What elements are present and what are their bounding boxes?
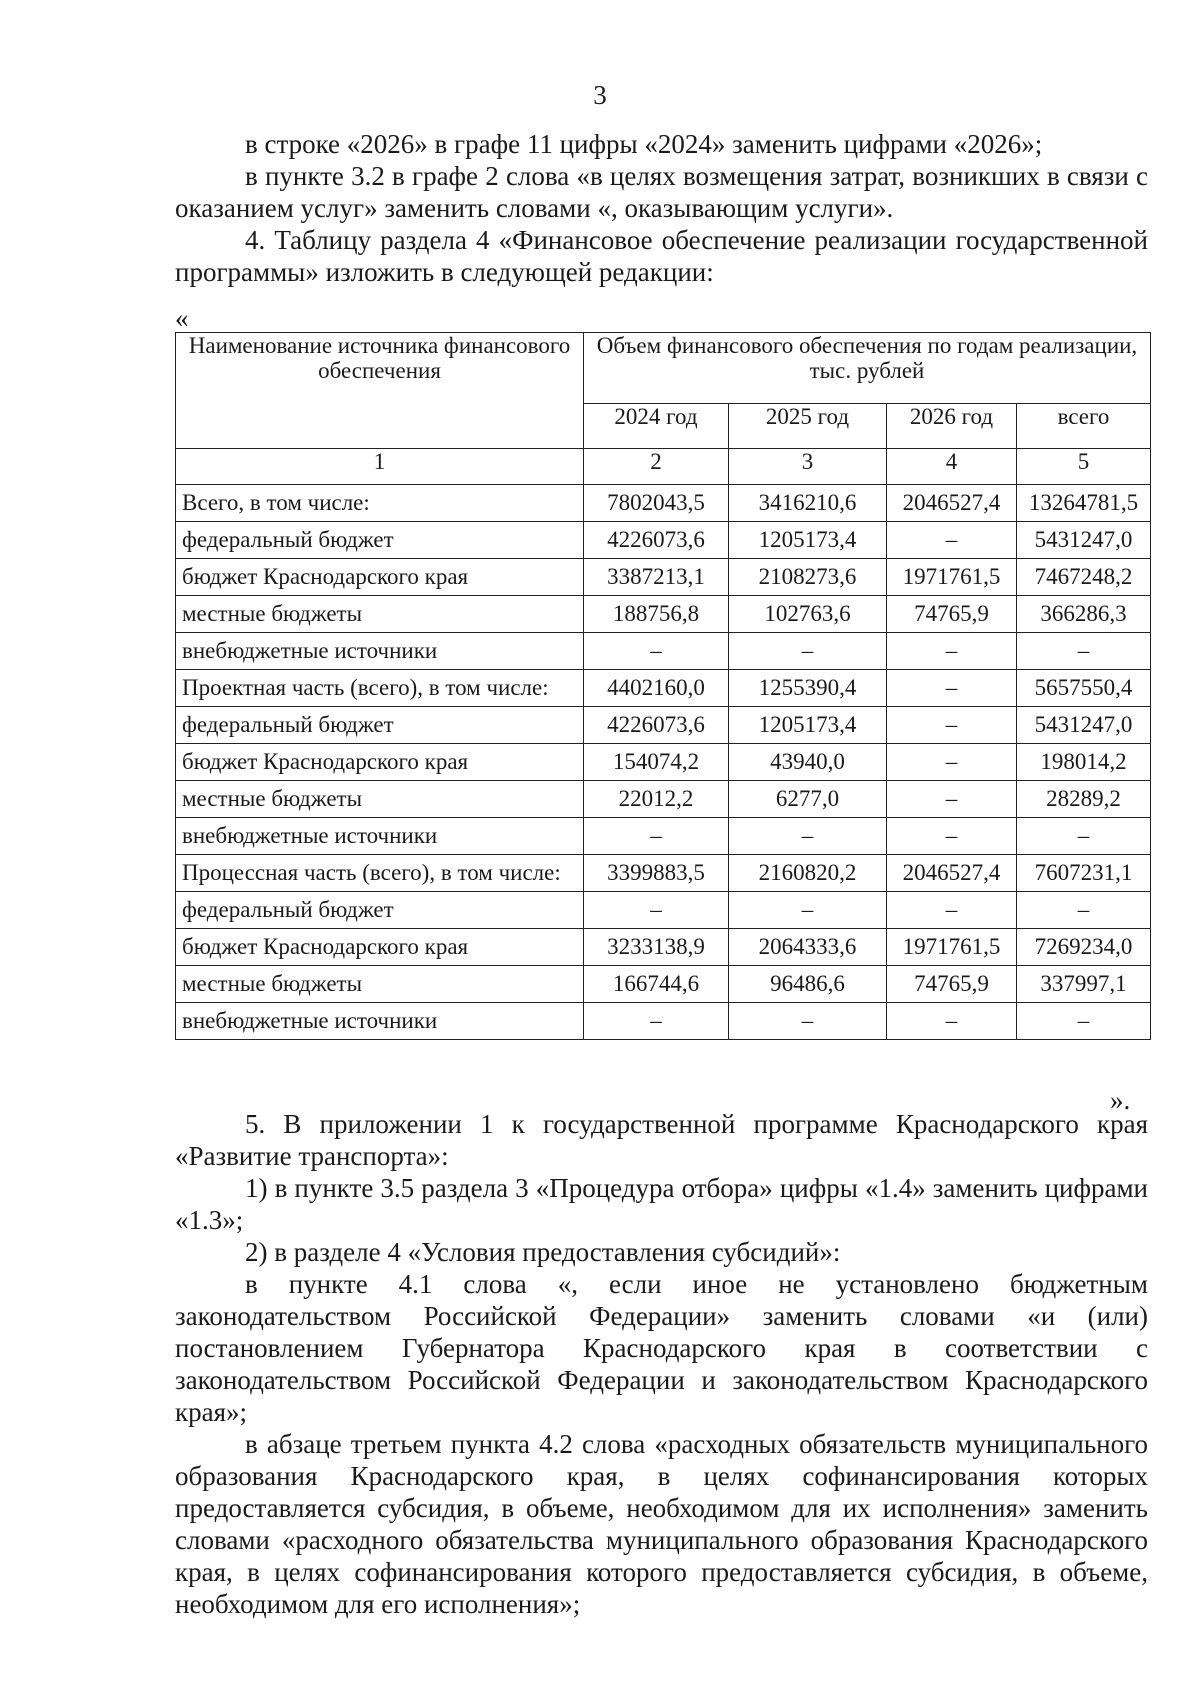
cell-total: 7467248,2 xyxy=(1017,559,1151,596)
cell-2026: – xyxy=(887,670,1017,707)
header-year-2026: 2026 год xyxy=(887,404,1017,449)
cell-2024: 3387213,1 xyxy=(584,559,729,596)
cell-total: 7269234,0 xyxy=(1017,929,1151,966)
table-row xyxy=(176,966,1151,1003)
table-row xyxy=(176,633,1151,670)
cell-2024: 4226073,6 xyxy=(584,707,729,744)
paragraph-4-1: в пункте 4.1 слова «, если иное не установлено бюджетным законодательством Российской Федерации» заменить словами «и (или) постановлением Губернатора Краснодарского края в соответствии с законодательством Российской Федерации и законодательством Краснодарского края»; xyxy=(175,1269,1148,1427)
column-number: 1 xyxy=(176,449,584,485)
row-name: местные бюджеты xyxy=(176,596,584,633)
cell-2025: 2108273,6 xyxy=(729,559,887,596)
cell-2025: – xyxy=(729,633,887,670)
column-number: 3 xyxy=(729,449,887,485)
cell-2026: 1971761,5 xyxy=(887,559,1017,596)
row-name: федеральный бюджет xyxy=(176,522,584,559)
row-name: Процессная часть (всего), в том числе: xyxy=(176,855,584,892)
table-row xyxy=(176,670,1151,707)
table-column-numbers-row xyxy=(176,449,1151,485)
item-1: 1) в пункте 3.5 раздела 3 «Процедура отбора» цифры «1.4» заменить цифрами «1.3»; xyxy=(175,1173,1148,1235)
cell-2024: – xyxy=(584,892,729,929)
cell-total: 337997,1 xyxy=(1017,966,1151,1003)
cell-2025: 6277,0 xyxy=(729,781,887,818)
header-total: всего xyxy=(1017,404,1151,449)
cell-2026: – xyxy=(887,818,1017,855)
intro-text xyxy=(175,128,1148,288)
cell-2025: 3416210,6 xyxy=(729,485,887,522)
cell-2026: 1971761,5 xyxy=(887,929,1017,966)
cell-2024: 166744,6 xyxy=(584,966,729,1003)
cell-2026: – xyxy=(887,744,1017,781)
closing-quote: ». xyxy=(1110,1085,1131,1115)
table-row xyxy=(176,485,1151,522)
table-row xyxy=(176,781,1151,818)
cell-2024: 3233138,9 xyxy=(584,929,729,966)
row-name: Всего, в том числе: xyxy=(176,485,584,522)
paragraph-4-2: в абзаце третьем пункта 4.2 слова «расходных обязательств муниципального образования Краснодарского края, в целях софинансирования которых предоставляется субсидия, в объеме, необходимом для их исполнения» заменить словами «расходного обязательства муниципального образования Краснодарского края, в целях софинансирования которого предоставляется субсидия, в объеме, необходимом для его исполнения»; xyxy=(175,1429,1148,1619)
row-name: бюджет Краснодарского края xyxy=(176,929,584,966)
cell-total: 5431247,0 xyxy=(1017,522,1151,559)
cell-total: – xyxy=(1017,818,1151,855)
cell-total: 13264781,5 xyxy=(1017,485,1151,522)
table-row xyxy=(176,559,1151,596)
opening-quote: « xyxy=(175,303,189,333)
cell-2024: 3399883,5 xyxy=(584,855,729,892)
row-name: бюджет Краснодарского края xyxy=(176,559,584,596)
cell-2025: 96486,6 xyxy=(729,966,887,1003)
cell-2024: – xyxy=(584,818,729,855)
cell-total: – xyxy=(1017,892,1151,929)
cell-2024: 4402160,0 xyxy=(584,670,729,707)
column-number: 2 xyxy=(584,449,729,485)
amendments-text xyxy=(175,1108,1148,1620)
cell-2025: 1255390,4 xyxy=(729,670,887,707)
intro-line-1: в строке «2026» в графе 11 цифры «2024» заменить цифрами «2026»; xyxy=(245,129,1043,159)
cell-2026: – xyxy=(887,1003,1017,1040)
cell-2025: 2064333,6 xyxy=(729,929,887,966)
cell-2025: 43940,0 xyxy=(729,744,887,781)
header-source: Наименование источника финансового обеспечения xyxy=(176,333,584,449)
cell-2025: 1205173,4 xyxy=(729,522,887,559)
column-number: 5 xyxy=(1017,449,1151,485)
cell-total: – xyxy=(1017,633,1151,670)
cell-2026: – xyxy=(887,707,1017,744)
table-row xyxy=(176,855,1151,892)
table-header-row xyxy=(176,333,1151,404)
header-year-2025: 2025 год xyxy=(729,404,887,449)
cell-2024: – xyxy=(584,633,729,670)
row-name: Проектная часть (всего), в том числе: xyxy=(176,670,584,707)
cell-2025: 2160820,2 xyxy=(729,855,887,892)
cell-2025: 1205173,4 xyxy=(729,707,887,744)
table-row xyxy=(176,1003,1151,1040)
header-year-2024: 2024 год xyxy=(584,404,729,449)
cell-2026: 2046527,4 xyxy=(887,855,1017,892)
cell-2025: – xyxy=(729,892,887,929)
cell-2026: – xyxy=(887,781,1017,818)
row-name: местные бюджеты xyxy=(176,781,584,818)
cell-2025: 102763,6 xyxy=(729,596,887,633)
cell-total: 198014,2 xyxy=(1017,744,1151,781)
row-name: бюджет Краснодарского края xyxy=(176,744,584,781)
cell-2026: 74765,9 xyxy=(887,966,1017,1003)
row-name: внебюджетные источники xyxy=(176,1003,584,1040)
cell-2026: – xyxy=(887,633,1017,670)
cell-2025: – xyxy=(729,1003,887,1040)
financing-table xyxy=(175,332,1151,1040)
table-row xyxy=(176,596,1151,633)
cell-total: 5657550,4 xyxy=(1017,670,1151,707)
intro-paragraph-2: в пункте 3.2 в графе 2 слова «в целях возмещения затрат, возникших в связи с оказанием услуг» заменить словами «, оказывающим услуги». xyxy=(175,161,1148,223)
cell-2026: – xyxy=(887,522,1017,559)
table-row xyxy=(176,818,1151,855)
column-number: 4 xyxy=(887,449,1017,485)
table-row xyxy=(176,744,1151,781)
cell-2024: 22012,2 xyxy=(584,781,729,818)
row-name: федеральный бюджет xyxy=(176,707,584,744)
row-name: местные бюджеты xyxy=(176,966,584,1003)
cell-total: 366286,3 xyxy=(1017,596,1151,633)
table-row xyxy=(176,929,1151,966)
header-volume: Объем финансового обеспечения по годам реализации, тыс. рублей xyxy=(584,333,1151,404)
cell-2024: 7802043,5 xyxy=(584,485,729,522)
row-name: федеральный бюджет xyxy=(176,892,584,929)
cell-2026: 74765,9 xyxy=(887,596,1017,633)
row-name: внебюджетные источники xyxy=(176,818,584,855)
cell-2026: – xyxy=(887,892,1017,929)
cell-total: 28289,2 xyxy=(1017,781,1151,818)
cell-2024: 188756,8 xyxy=(584,596,729,633)
intro-paragraph-3: 4. Таблицу раздела 4 «Финансовое обеспечение реализации государственной программы» изложить в следующей редакции: xyxy=(175,225,1148,287)
cell-2024: 154074,2 xyxy=(584,744,729,781)
cell-2024: – xyxy=(584,1003,729,1040)
cell-total: 7607231,1 xyxy=(1017,855,1151,892)
cell-2026: 2046527,4 xyxy=(887,485,1017,522)
row-name: внебюджетные источники xyxy=(176,633,584,670)
paragraph-5: 5. В приложении 1 к государственной программе Краснодарского края «Развитие транспорта»: xyxy=(175,1109,1148,1171)
cell-total: 5431247,0 xyxy=(1017,707,1151,744)
cell-total: – xyxy=(1017,1003,1151,1040)
table-row xyxy=(176,707,1151,744)
table-row xyxy=(176,522,1151,559)
cell-2025: – xyxy=(729,818,887,855)
page-number: 3 xyxy=(593,80,607,110)
table-row xyxy=(176,892,1151,929)
cell-2024: 4226073,6 xyxy=(584,522,729,559)
item-2: 2) в разделе 4 «Условия предоставления субсидий»: xyxy=(245,1237,841,1267)
